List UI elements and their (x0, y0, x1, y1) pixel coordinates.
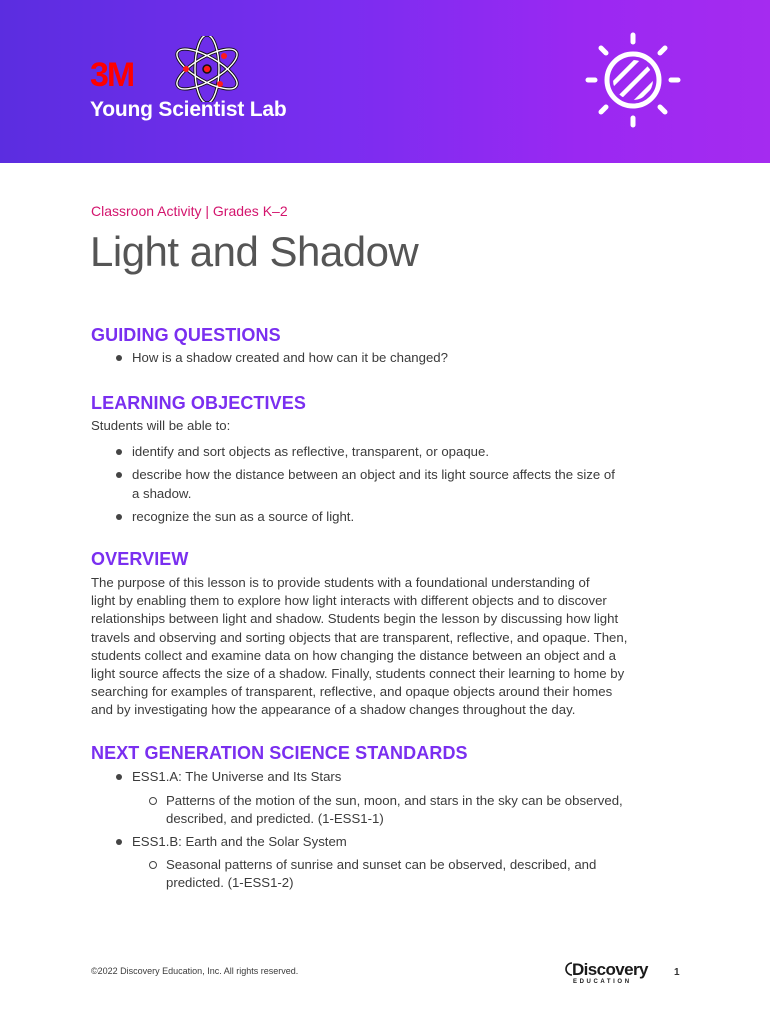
guiding-questions-heading: GUIDING QUESTIONS (91, 325, 281, 345)
list-item: identify and sort objects as reflective, transparent, or opaque. (132, 443, 489, 462)
bullet-icon (116, 449, 122, 455)
bullet-icon (116, 355, 122, 361)
sub-list-item-continuation: described, and predicted. (1-ESS1-1) (166, 811, 384, 826)
header-banner (0, 0, 770, 163)
brand-name: Young Scientist Lab (90, 98, 287, 121)
bullet-icon (116, 472, 122, 478)
list-item-continuation: a shadow. (132, 486, 192, 501)
list-item: recognize the sun as a source of light. (132, 508, 354, 527)
bullet-icon (116, 774, 122, 780)
3m-logo: 3M (90, 56, 134, 94)
sun-shadow-icon (585, 32, 681, 128)
sub-bullet-icon (149, 861, 157, 869)
discovery-education-logo-sub: EDUCATION (573, 979, 632, 985)
discovery-education-logo: Discovery (572, 960, 648, 979)
page-title: Light and Shadow (90, 228, 419, 275)
bullet-icon (116, 839, 122, 845)
learning-objectives-heading: LEARNING OBJECTIVES (91, 393, 306, 413)
activity-grade-label: Classroon Activity | Grades K–2 (91, 203, 288, 219)
sub-bullet-icon (149, 797, 157, 805)
copyright: ©2022 Discovery Education, Inc. All rights reserved. (91, 966, 299, 976)
sub-list-item: Seasonal patterns of sunrise and sunset can be observed, described, and (166, 856, 596, 875)
overview-heading: OVERVIEW (91, 549, 189, 569)
list-item: ESS1.A: The Universe and Its Stars (132, 768, 341, 787)
list-item: ESS1.B: Earth and the Solar System (132, 833, 347, 852)
list-item: describe how the distance between an object and its light source affects the size of (132, 466, 615, 485)
bullet-icon (116, 514, 122, 520)
atom-icon (168, 36, 246, 102)
objectives-intro: Students will be able to: (91, 418, 231, 433)
sub-list-item: Patterns of the motion of the sun, moon, and stars in the sky can be observed, (166, 792, 623, 811)
page-number: 1 (674, 967, 680, 978)
overview-paragraph: The purpose of this lesson is to provide students with a foundational understanding of light by enabling them to explore how light interacts with different objects and to discover relationships between light and shadow. Students begin the lesson by discussing how light travels and observing and sorting objects that are transparent, reflective, and opaque. Then, students collect and examine data on how changing the distance between an object and a light source affects the size of a shadow. Finally, students connect their learning to home by searching for examples of transparent, reflective, and opaque objects around their homes and by investigating how the appearance of a shadow changes throughout the day. (91, 575, 628, 718)
list-item: How is a shadow created and how can it be changed? (132, 349, 448, 368)
standards-heading: NEXT GENERATION SCIENCE STANDARDS (91, 743, 468, 763)
sub-list-item-continuation: predicted. (1-ESS1-2) (166, 875, 294, 890)
